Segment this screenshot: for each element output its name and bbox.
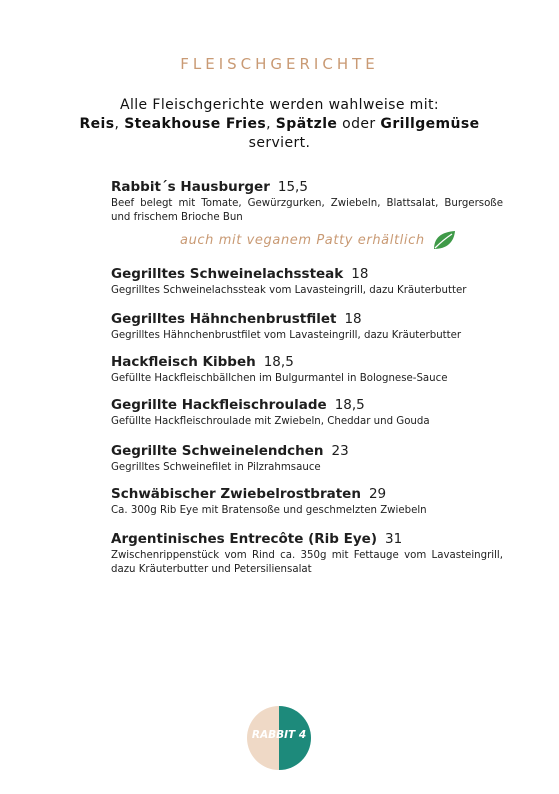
item-description: Zwischenrippenstück vom Rind ca. 350g mit Fettauge vom Lavasteingrill, dazu Kräuterbutter und Petersiliensalat bbox=[111, 550, 503, 575]
menu-item bbox=[111, 265, 503, 298]
section-title: FLEISCHGERICHTE bbox=[180, 55, 379, 73]
option-rice: Reis bbox=[79, 116, 115, 132]
option-fries: Steakhouse Fries bbox=[124, 116, 267, 132]
item-description: Gegrilltes Schweinelachssteak vom Lavasteingrill, dazu Kräuterbutter bbox=[111, 285, 467, 296]
separator: , bbox=[266, 116, 276, 132]
item-price: 18 bbox=[351, 266, 369, 282]
item-description: Gefüllte Hackfleischbällchen im Bulgurmantel in Bolognese-Sauce bbox=[111, 373, 448, 384]
item-price: 29 bbox=[368, 486, 387, 502]
separator: , bbox=[114, 116, 125, 132]
rabbit4-logo bbox=[247, 706, 311, 770]
item-description: Beef belegt mit Tomate, Gewürzgurken, Zwiebeln, Blattsalat, Burgersoße und frischem Brioche Bun bbox=[111, 198, 503, 223]
menu-item bbox=[111, 353, 503, 386]
item-name: Gegrillte Hackfleischroulade bbox=[111, 397, 327, 413]
item-description: Ca. 300g Rib Eye mit Bratensoße und geschmelzten Zwiebeln bbox=[111, 505, 427, 516]
item-name: Gegrilltes Schweinelachssteak bbox=[111, 266, 344, 282]
item-price: 18 bbox=[344, 311, 362, 327]
item-description: Gegrilltes Schweinefilet in Pilzrahmsauce bbox=[111, 462, 321, 473]
intro-line-1: Alle Fleischgerichte werden wahlweise mit: bbox=[119, 97, 440, 113]
item-description: Gefüllte Hackfleischroulade mit Zwiebeln, Cheddar und Gouda bbox=[111, 416, 430, 427]
item-price: 15,5 bbox=[277, 179, 308, 195]
intro-text bbox=[0, 96, 559, 153]
item-name: Rabbit´s Hausburger bbox=[111, 179, 270, 195]
menu-item bbox=[111, 396, 503, 429]
intro-line-3: serviert. bbox=[248, 135, 311, 151]
item-name: Schwäbischer Zwiebelrostbraten bbox=[111, 486, 361, 502]
item-price: 18,5 bbox=[263, 354, 294, 370]
logo-text: RABBIT 4 bbox=[251, 729, 307, 741]
option-spaetzle: Spätzle bbox=[275, 116, 338, 132]
menu-item bbox=[111, 530, 503, 577]
item-price: 23 bbox=[331, 443, 349, 459]
menu-item bbox=[111, 485, 503, 518]
item-price: 31 bbox=[385, 531, 403, 547]
intro-line-2 bbox=[0, 115, 559, 134]
item-name: Gegrilltes Hähnchenbrustfilet bbox=[111, 311, 337, 327]
leaf-icon bbox=[431, 229, 457, 251]
item-name: Hackfleisch Kibbeh bbox=[111, 354, 256, 370]
option-vegetables: Grillgemüse bbox=[380, 116, 480, 132]
item-name: Gegrillte Schweinelendchen bbox=[111, 443, 324, 459]
separator: oder bbox=[337, 116, 381, 132]
menu-item bbox=[111, 178, 503, 225]
item-name: Argentinisches Entrecôte (Rib Eye) bbox=[111, 531, 377, 547]
vegan-note bbox=[180, 229, 470, 251]
menu-item bbox=[111, 310, 503, 343]
vegan-note-text: auch mit veganem Patty erhältlich bbox=[180, 232, 425, 248]
item-description: Gegrilltes Hähnchenbrustfilet vom Lavasteingrill, dazu Kräuterbutter bbox=[111, 330, 462, 341]
menu-item bbox=[111, 442, 503, 475]
item-price: 18,5 bbox=[334, 397, 365, 413]
